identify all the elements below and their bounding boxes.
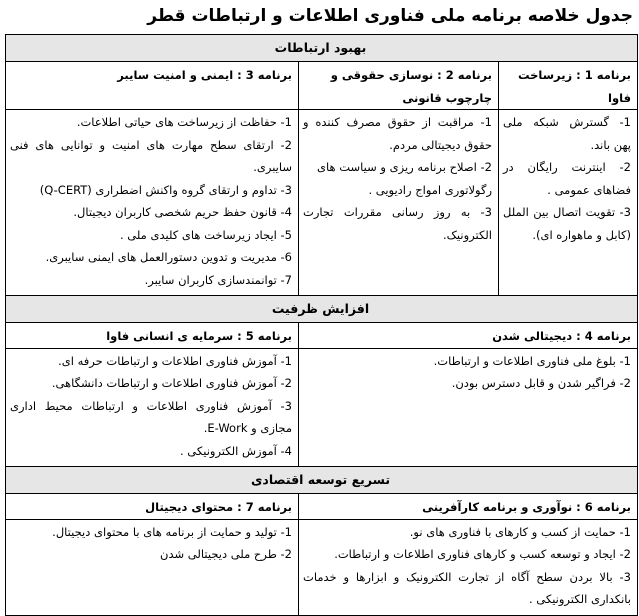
list-item: 1- گسترش شبکه ملی پهن باند. bbox=[503, 115, 631, 152]
list-item: 1- بلوغ ملی فناوری اطلاعات و ارتباطات. bbox=[433, 353, 631, 368]
program-4-items bbox=[299, 348, 638, 467]
section-heading-economic-development: تسریع توسعه اقتصادی bbox=[6, 467, 638, 494]
section-header-row bbox=[6, 35, 638, 62]
program-1-title: برنامه 1 : زیرساخت فاوا bbox=[499, 62, 638, 110]
list-item: 2- آموزش فناوری اطلاعات و ارتباطات دانشگاهی. bbox=[51, 376, 292, 390]
list-item: 3- آموزش فناوری اطلاعات و ارتباطات محیط اداری مجازی و E-Work. bbox=[10, 398, 292, 435]
program-7-items bbox=[6, 519, 299, 615]
list-item: 2- اینترنت رایگان در فضاهای عمومی . bbox=[503, 160, 631, 197]
list-item: 7- توانمندسازی کاربران سایبر. bbox=[144, 272, 292, 287]
program-3-title: برنامه 3 : ایمنی و امنیت سایبر bbox=[6, 62, 299, 110]
list-item: 5- ایجاد زیرساخت های کلیدی ملی . bbox=[119, 227, 292, 242]
list-item: رگولاتوری امواج رادیویی . bbox=[368, 182, 492, 197]
list-item: 2- اصلاح برنامه ریزی و سیاست های bbox=[317, 160, 492, 174]
section-heading-improve-communications: بهبود ارتباطات bbox=[6, 35, 638, 62]
list-item: 3- تداوم و ارتقای گروه واکنش اضطراری (Q-CERT) bbox=[39, 182, 292, 197]
program-7-title: برنامه 7 : محتوای دیجیتال bbox=[6, 494, 299, 520]
list-item: 4- آموزش الکترونیکی . bbox=[179, 443, 292, 458]
program-6-items bbox=[299, 519, 638, 615]
list-item: 1- حفاظت از زیرساخت های حیاتی اطلاعات. bbox=[76, 115, 292, 129]
program-title-row bbox=[6, 62, 638, 110]
program-items-row bbox=[6, 348, 638, 467]
program-2-title: برنامه 2 : نوسازی حقوقی و چارچوب قانونی bbox=[299, 62, 499, 110]
list-item: 6- مدیریت و تدوین دستورالعمل های ایمنی سایبری. bbox=[45, 250, 292, 264]
list-item: 2- طرح ملی دیجیتالی شدن bbox=[160, 547, 292, 561]
list-item: 1- حمایت از کسب و کارهای با فناوری های نو. bbox=[409, 524, 631, 539]
list-item: 1- آموزش فناوری اطلاعات و ارتباطات حرفه ای. bbox=[58, 353, 292, 368]
program-summary-table bbox=[5, 34, 638, 616]
program-title-row bbox=[6, 494, 638, 520]
program-1-items bbox=[499, 110, 638, 296]
program-5-items bbox=[6, 348, 299, 467]
list-item: 2- فراگیر شدن و قابل دسترس بودن. bbox=[451, 376, 631, 390]
section-heading-capacity-building: افزایش ظرفیت bbox=[6, 296, 638, 323]
list-item: 1- تولید و حمایت از برنامه های با محتوای دیجیتال. bbox=[52, 524, 292, 539]
section-header-row bbox=[6, 467, 638, 494]
document-title: جدول خلاصه برنامه ملی فناوری اطلاعات و ارتباطات قطر bbox=[147, 6, 633, 26]
list-item: 3- به روز رسانی مقررات تجارت الکترونیک. bbox=[303, 205, 492, 242]
program-3-items bbox=[6, 110, 299, 296]
program-title-row bbox=[6, 323, 638, 349]
list-item: 2- ارتقای سطح مهارت های امنیت و توانایی های فنی سایبری. bbox=[10, 137, 292, 174]
program-5-title: برنامه 5 : سرمایه ی انسانی فاوا bbox=[6, 323, 299, 349]
list-item: 4- قانون حفظ حریم شخصی کاربران دیجیتال. bbox=[73, 205, 292, 219]
list-item: 3- تقویت اتصال بین الملل (کابل و ماهواره ای). bbox=[503, 205, 631, 242]
program-2-items bbox=[299, 110, 499, 296]
program-4-title: برنامه 4 : دیجیتالی شدن bbox=[299, 323, 638, 349]
program-items-row bbox=[6, 110, 638, 296]
list-item: 2- ایجاد و توسعه کسب و کارهای فناوری اطلاعات و ارتباطات. bbox=[334, 547, 631, 561]
section-header-row bbox=[6, 296, 638, 323]
program-items-row bbox=[6, 519, 638, 615]
list-item: 1- مراقبت از حقوق مصرف کننده و حقوق دیجیتالی مردم. bbox=[303, 115, 492, 152]
list-item: 3- بالا بردن سطح آگاه از تجارت الکترونیک و ابزارها و خدمات بانکداری الکترونیکی . bbox=[303, 569, 631, 606]
program-6-title: برنامه 6 : نوآوری و برنامه کارآفرینی bbox=[299, 494, 638, 520]
